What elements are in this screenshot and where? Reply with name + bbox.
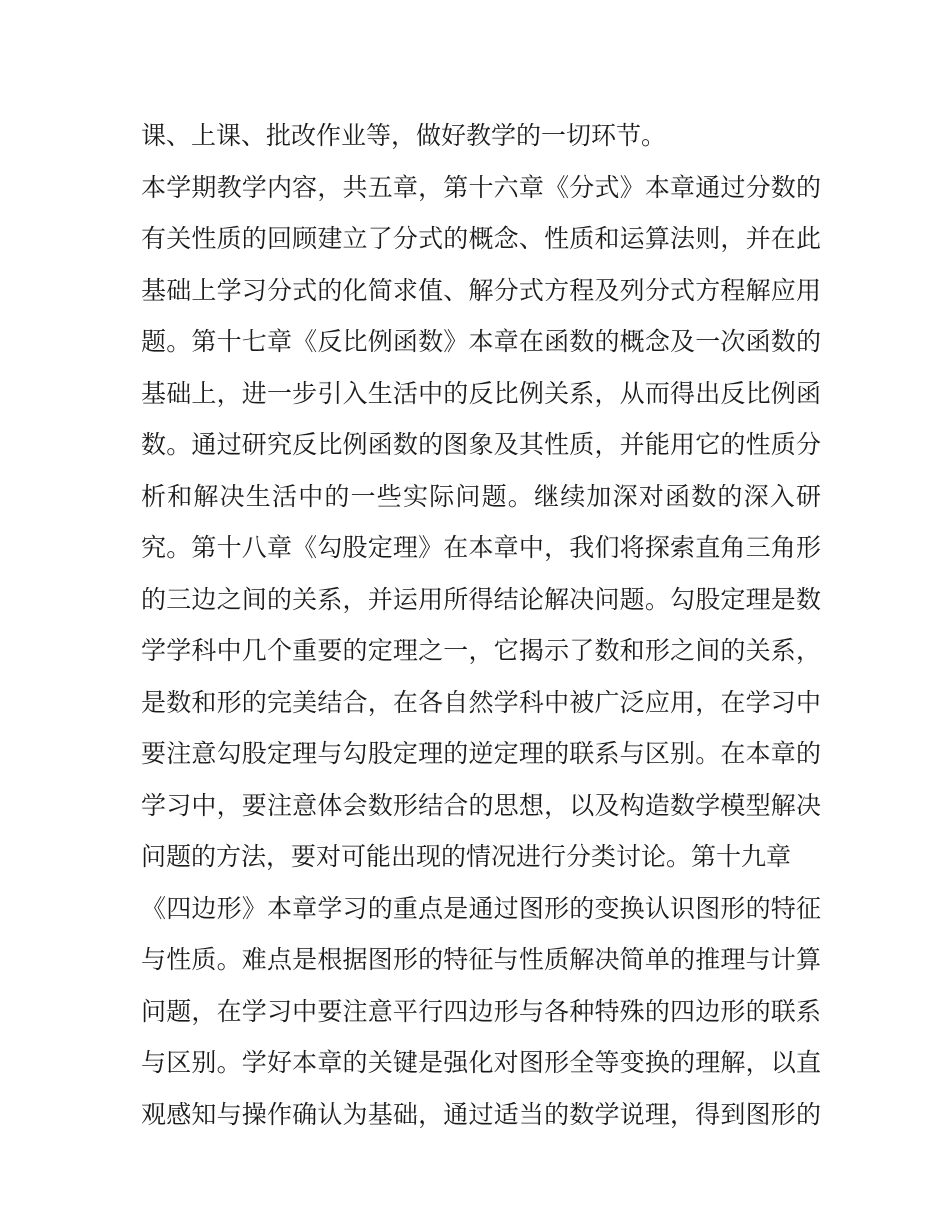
- text-line: 基础上，进一步引入生活中的反比例关系，从而得出反比例函: [141, 378, 821, 408]
- text-line: 《四边形》本章学习的重点是通过图形的变换认识图形的特征: [141, 893, 821, 923]
- text-line: 是数和形的完美结合，在各自然学科中被广泛应用，在学习中: [141, 687, 821, 717]
- text-line: 本学期教学内容，共五章，第十六章《分式》本章通过分数的: [141, 172, 821, 202]
- text-line: 究。第十八章《勾股定理》在本章中，我们将探索直角三角形: [141, 533, 821, 562]
- text-line: 题。第十七章《反比例函数》本章在函数的概念及一次函数的: [141, 327, 821, 356]
- text-line: 要注意勾股定理与勾股定理的逆定理的联系与区别。在本章的: [141, 739, 821, 768]
- text-line: 的三边之间的关系，并运用所得结论解决问题。勾股定理是数: [141, 584, 821, 614]
- body-text: [141, 110, 821, 1140]
- text-line: 析和解决生活中的一些实际问题。继续加深对函数的深入研: [141, 481, 821, 511]
- text-line: 与区别。学好本章的关键是强化对图形全等变换的理解，以直: [141, 1048, 821, 1077]
- text-line: 观感知与操作确认为基础，通过适当的数学说理，得到图形的: [141, 1099, 821, 1129]
- text-line: 基础上学习分式的化简求值、解分式方程及列分式方程解应用: [141, 275, 821, 305]
- text-line: 学学科中几个重要的定理之一，它揭示了数和形之间的关系，: [141, 636, 821, 665]
- text-line: 课、上课、批改作业等，做好教学的一切环节。: [141, 121, 667, 150]
- text-line: 问题的方法，要对可能出现的情况进行分类讨论。第十九章: [141, 842, 792, 871]
- text-line: 有关性质的回顾建立了分式的概念、性质和运算法则，并在此: [141, 224, 821, 253]
- text-line: 数。通过研究反比例函数的图象及其性质，并能用它的性质分: [141, 430, 821, 459]
- text-line: 学习中，要注意体会数形结合的思想，以及构造数学模型解决: [141, 790, 821, 820]
- text-line: 问题，在学习中要注意平行四边形与各种特殊的四边形的联系: [141, 996, 821, 1026]
- text-line: 与性质。难点是根据图形的特征与性质解决简单的推理与计算: [141, 945, 821, 974]
